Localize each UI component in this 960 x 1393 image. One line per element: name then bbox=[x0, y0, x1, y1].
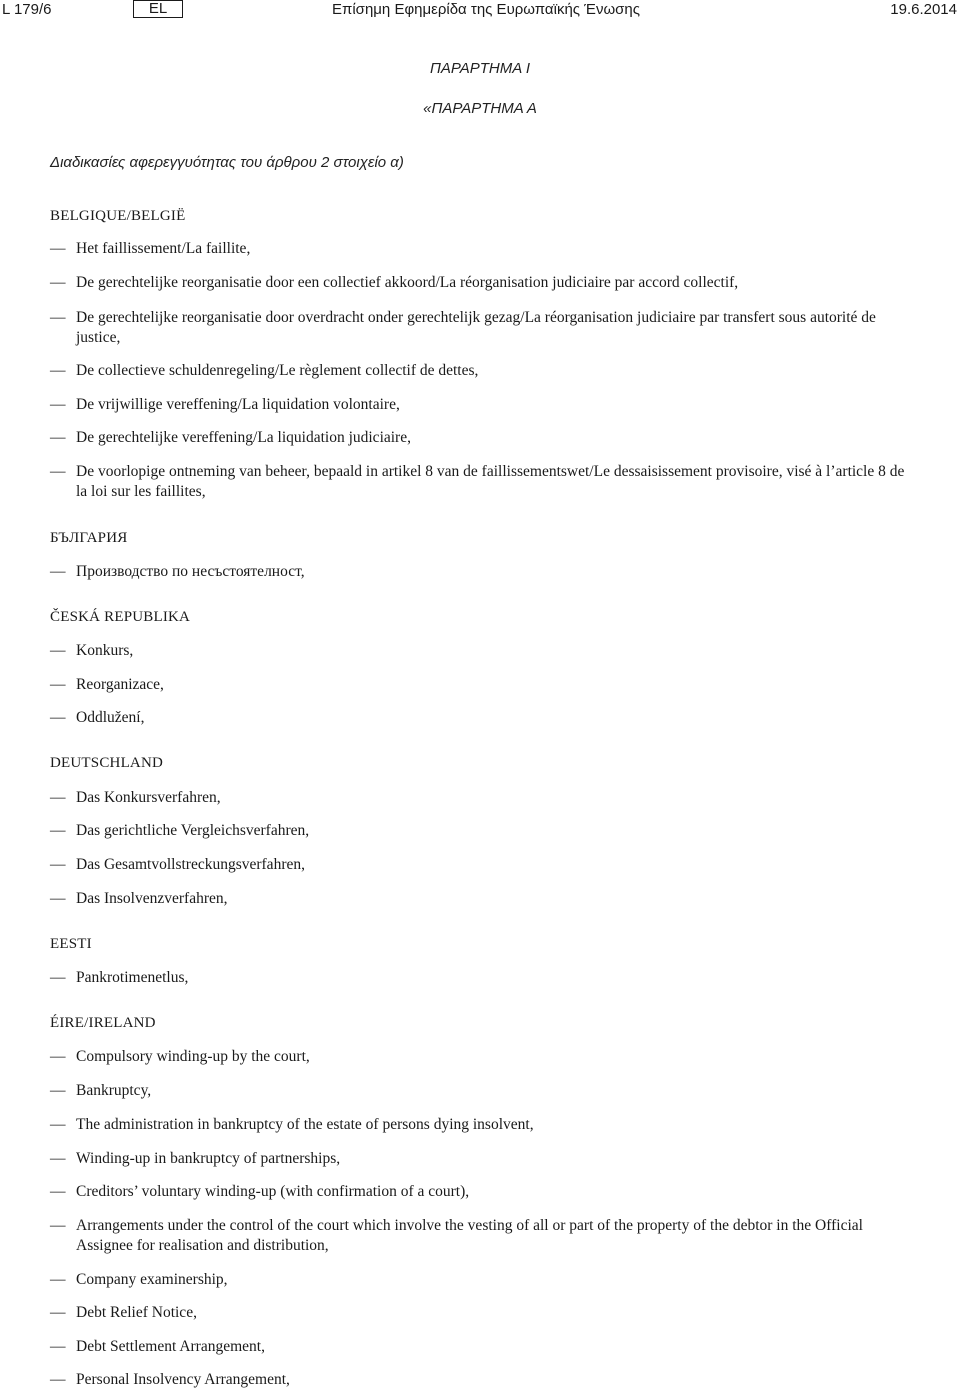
dash-bullet: — bbox=[50, 709, 66, 726]
dash-bullet: — bbox=[50, 1271, 66, 1288]
list-item: — Das gerichtliche Vergleichsverfahren, bbox=[50, 822, 310, 839]
dash-bullet: — bbox=[50, 1217, 66, 1234]
dash-bullet: — bbox=[50, 429, 66, 446]
journal-title: Επίσημη Εφημερίδα της Ευρωπαϊκής Ένωσης bbox=[332, 1, 640, 18]
list-item: — Company examinership, bbox=[50, 1271, 228, 1288]
country-heading-belgium: BELGIQUE/BELGIË bbox=[50, 208, 186, 224]
intro-heading: Διαδικασίες αφερεγγυότητας του άρθρου 2 στοιχείο α) bbox=[50, 154, 404, 171]
dash-bullet: — bbox=[50, 676, 66, 693]
dash-bullet: — bbox=[50, 463, 66, 480]
language-code-box: EL bbox=[133, 0, 183, 18]
list-item: — Debt Relief Notice, bbox=[50, 1304, 197, 1321]
dash-bullet: — bbox=[50, 1183, 66, 1200]
list-item: — De vrijwillige vereffening/La liquidation volontaire, bbox=[50, 396, 400, 413]
dash-bullet: — bbox=[50, 890, 66, 907]
dash-bullet: — bbox=[50, 1048, 66, 1065]
list-item: — Personal Insolvency Arrangement, bbox=[50, 1371, 290, 1388]
list-item: — Das Insolvenzverfahren, bbox=[50, 890, 228, 907]
dash-bullet: — bbox=[50, 309, 66, 326]
dash-bullet: — bbox=[50, 969, 66, 986]
list-item: — De gerechtelijke reorganisatie door overdracht onder gerechtelijk gezag/La réorganisation judiciaire par transfert sous autorité de justice, bbox=[50, 309, 876, 346]
country-heading-estonia: EESTI bbox=[50, 936, 92, 952]
list-item: — Winding-up in bankruptcy of partnerships, bbox=[50, 1150, 341, 1167]
annex-subtitle: «ΠΑΡΑΡΤΗΜΑ Α bbox=[423, 100, 537, 117]
list-item: — Reorganizace, bbox=[50, 676, 164, 693]
dash-bullet: — bbox=[50, 274, 66, 291]
dash-bullet: — bbox=[50, 642, 66, 659]
list-item: — De voorlopige ontneming van beheer, bepaald in artikel 8 van de faillissementswet/Le dessaisissement provisoire, visé à l’article 8 de la loi sur les faillites, bbox=[50, 463, 905, 500]
list-item: — Oddlužení, bbox=[50, 709, 145, 726]
list-item: — Das Gesamtvollstreckungsverfahren, bbox=[50, 856, 305, 873]
country-heading-bulgaria: БЪЛГАРИЯ bbox=[50, 530, 128, 546]
dash-bullet: — bbox=[50, 1150, 66, 1167]
dash-bullet: — bbox=[50, 1371, 66, 1388]
list-item: — Debt Settlement Arrangement, bbox=[50, 1338, 265, 1355]
country-heading-ireland: ÉIRE/IRELAND bbox=[50, 1015, 156, 1031]
dash-bullet: — bbox=[50, 396, 66, 413]
list-item: — The administration in bankruptcy of the estate of persons dying insolvent, bbox=[50, 1116, 534, 1133]
list-item: — Pankrotimenetlus, bbox=[50, 969, 189, 986]
dash-bullet: — bbox=[50, 1082, 66, 1099]
dash-bullet: — bbox=[50, 789, 66, 806]
dash-bullet: — bbox=[50, 1116, 66, 1133]
dash-bullet: — bbox=[50, 1338, 66, 1355]
dash-bullet: — bbox=[50, 822, 66, 839]
list-item: — Compulsory winding-up by the court, bbox=[50, 1048, 310, 1065]
list-item: — Het faillissement/La faillite, bbox=[50, 240, 251, 257]
list-item: — De collectieve schuldenregeling/Le règlement collectif de dettes, bbox=[50, 362, 479, 379]
list-item: — Das Konkursverfahren, bbox=[50, 789, 221, 806]
list-item: — De gerechtelijke reorganisatie door een collectief akkoord/La réorganisation judiciaire par accord collectif, bbox=[50, 274, 739, 291]
dash-bullet: — bbox=[50, 240, 66, 257]
list-item: — De gerechtelijke vereffening/La liquidation judiciaire, bbox=[50, 429, 411, 446]
dash-bullet: — bbox=[50, 362, 66, 379]
dash-bullet: — bbox=[50, 856, 66, 873]
page-reference: L 179/6 bbox=[2, 1, 52, 18]
publication-date: 19.6.2014 bbox=[890, 1, 957, 18]
list-item: — Arrangements under the control of the court which involve the vesting of all or part of the property of the debtor in the Official Assignee for realisation and distribution, bbox=[50, 1217, 863, 1254]
list-item: — Производство по несъстоятелност, bbox=[50, 563, 305, 580]
annex-title: ΠΑΡΑΡΤΗΜΑ Ι bbox=[429, 60, 531, 77]
country-heading-germany: DEUTSCHLAND bbox=[50, 755, 164, 771]
list-item: — Bankruptcy, bbox=[50, 1082, 152, 1099]
country-heading-czech-republic: ČESKÁ REPUBLIKA bbox=[50, 609, 191, 625]
dash-bullet: — bbox=[50, 1304, 66, 1321]
dash-bullet: — bbox=[50, 563, 66, 580]
page-header bbox=[0, 0, 960, 22]
list-item: — Creditors’ voluntary winding-up (with confirmation of a court), bbox=[50, 1183, 470, 1200]
list-item: — Konkurs, bbox=[50, 642, 134, 659]
